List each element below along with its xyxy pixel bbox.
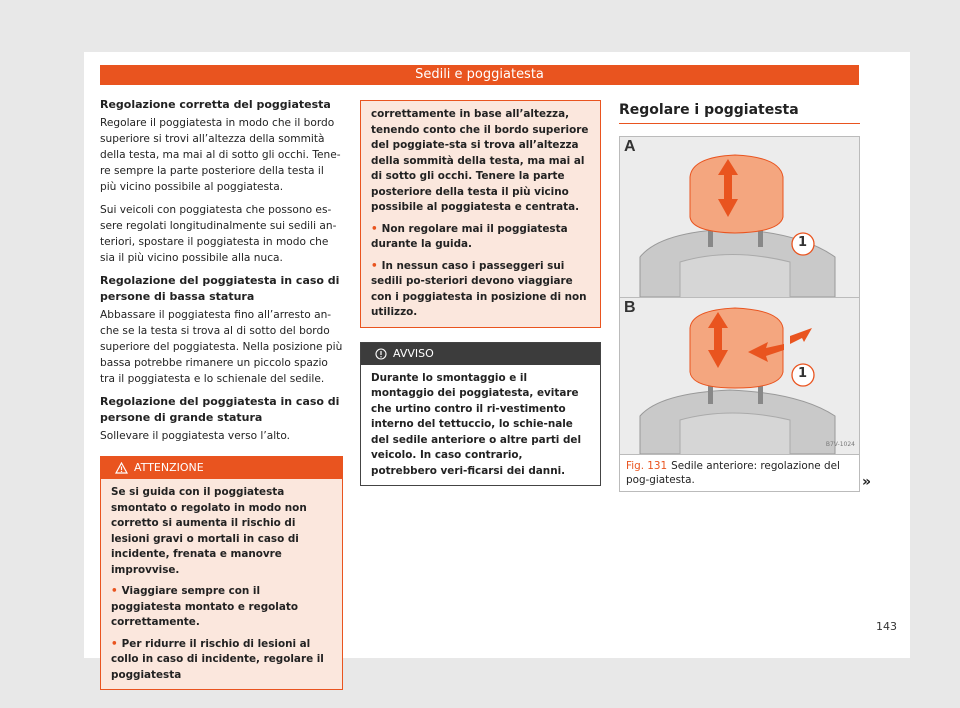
figure-number: Fig. 131 [626,460,668,472]
callout-1-label: 1 [798,366,808,381]
notice-title-label: AVVISO [393,346,434,360]
notice-text: Durante lo smontaggio e il montaggio dei poggiatesta, evitare che urtino contro il ri-vestimento interno del tettuccio, lo schie-nale del sedile anteriore o altre parti del veicolo. In caso contrario, potrebbero veri-ficarsi dei danni. [371,371,582,477]
page-header: Sedili e poggiatesta [100,65,859,85]
bullet-text: Per ridurre il rischio di lesioni al collo in caso di incidente, regolare il poggiatesta [111,637,324,681]
warning-bullet [371,222,590,253]
heading-short-persons: Regolazione del poggiatesta in caso di persone di bassa statura [100,274,340,303]
headrest-height-illustration [620,137,859,297]
figure [619,136,860,492]
headrest-tilt-illustration [620,298,859,454]
warning-title [101,457,342,479]
heading-tall-persons: Regolazione del poggiatesta in caso di persone di grande statura [100,395,340,424]
bullet-icon: • [371,222,378,235]
bullet-text: In nessun caso i passeggeri sui sedili po-steriori devono viaggiare con i poggiatesta in posizione di non utilizzo. [371,259,587,318]
warning-bullet [111,584,332,631]
panel-letter-b: B [624,299,636,316]
figure-panel-a [620,137,859,298]
figure-panel-b [620,298,859,455]
notice-title [361,343,600,365]
warning-continuation: correttamente in base all’altezza, tenendo conto che il bordo superiore del poggiate-sta si trova all’altezza della sommità della testa, ma mai al di sotto gli occhi. Tenere la parte posteriore della testa il più vicino possibile al poggiatesta e centrata. [371,108,589,213]
paragraph: Sollevare il poggiatesta verso l’alto. [100,430,290,442]
bullet-text: Viaggiare sempre con il poggiatesta montato e regolato correttamente. [111,585,298,628]
warning-box [100,456,343,690]
warning-box-continued [360,100,601,328]
paragraph: Regolare il poggiatesta in modo che il bordo superiore si trovi all’altezza della sommità della testa, ma mai al di sotto gli occhi. Tene-re sempre la parte posteriore della testa il più vicino possibile al poggiatesta. [100,117,341,193]
section-title: Regolare i poggiatesta [619,100,860,124]
column-2 [360,100,601,486]
paragraph: Sui veicoli con poggiatesta che possono es-sere regolati longitudinalmente sui sedili an-teriori, spostare il poggiatesta in modo che sia il più vicino possibile alla nuca. [100,204,337,264]
warning-body [101,479,342,689]
warning-bullet [111,637,332,684]
figure-caption [620,455,859,491]
heading-correct-adjustment: Regolazione corretta del poggiatesta [100,98,331,111]
info-icon [375,348,387,360]
page-number: 143 [876,620,897,633]
continue-marker: » [862,474,872,490]
caption-text: Sedile anteriore: regolazione del pog-giatesta. [626,460,840,486]
callout-1-label: 1 [798,235,808,250]
warning-body-continued [361,101,600,327]
warning-title-label: ATTENZIONE [134,461,204,474]
warning-bullet [371,259,590,321]
bullet-icon: • [111,585,118,597]
panel-letter-a: A [624,138,636,155]
column-1 [100,97,343,690]
warning-text: Se si guida con il poggiatesta smontato o regolato in modo non corretto si aumenta il rischio di lesioni gravi o mortali in caso di incidente, frenata e manovre improvvise. [111,486,307,576]
warning-icon [115,462,128,474]
figure-code: B7V-1024 [825,441,855,448]
notice-body [361,365,600,486]
notice-box [360,342,601,487]
bullet-icon: • [371,259,378,272]
column-3 [619,100,860,492]
bullet-icon: • [111,637,118,650]
paragraph: Abbassare il poggiatesta fino all’arresto an-che se la testa si trova al di sotto del bordo superiore del poggiatesta. Nella posizione più bassa potrebbe rimanere un piccolo spazio tra il poggiatesta e lo schienale del sedile. [100,309,343,385]
bullet-text: Non regolare mai il poggiatesta durante la guida. [371,222,568,250]
